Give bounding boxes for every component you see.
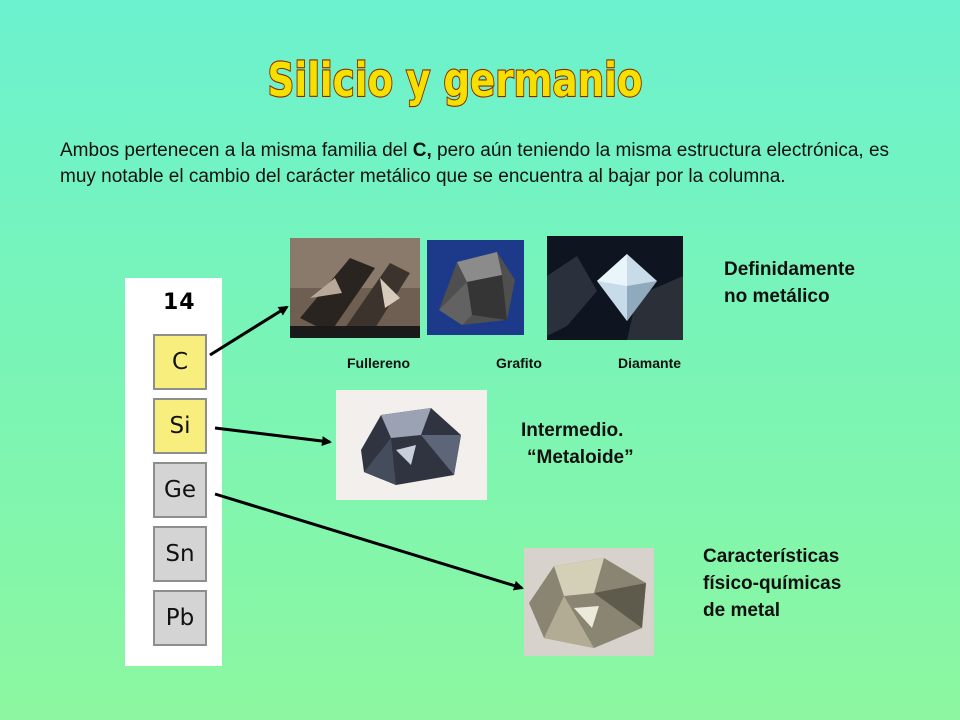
group-number: 14	[163, 290, 196, 315]
element-cell-tin: Sn	[153, 526, 207, 582]
graphite-photo	[427, 240, 524, 335]
label-metalloid-line2: “Metaloide”	[527, 447, 634, 468]
diamond-photo	[547, 236, 683, 340]
label-metal-line1: Características	[703, 546, 840, 567]
caption-diamond: Diamante	[618, 355, 682, 371]
arrow-germanium	[215, 494, 522, 588]
element-cell-silicon: Si	[153, 398, 207, 454]
caption-graphite: Grafito	[496, 355, 542, 371]
slide-title	[260, 50, 650, 110]
element-cell-lead: Pb	[153, 590, 207, 646]
germanium-photo	[524, 548, 654, 656]
intro-text-1: Ambos pertenecen a la misma familia del	[60, 140, 413, 161]
intro-bold-carbon: C,	[412, 140, 432, 161]
caption-fullerene: Fullereno	[347, 355, 411, 371]
label-metalloid	[521, 417, 634, 471]
intro-paragraph	[60, 138, 920, 190]
label-nonmetal-line2: no metálico	[724, 286, 830, 307]
intro-text-2: pero aún teniendo la misma estructura electrónica, es muy notable el cambio del carácter metálico que se encuentra al bajar por la columna.	[60, 140, 890, 187]
arrow-silicon	[215, 428, 330, 442]
slide-title-text: Silicio y germanio	[267, 53, 643, 107]
periodic-table-column	[125, 278, 222, 666]
label-nonmetal	[724, 256, 855, 310]
label-nonmetal-line1: Definidamente	[724, 259, 855, 280]
label-metalloid-line1: Intermedio.	[521, 420, 624, 441]
fullerene-photo	[290, 238, 420, 338]
element-cell-germanium: Ge	[153, 462, 207, 518]
label-metal-line3: de metal	[703, 600, 781, 621]
label-metal	[703, 543, 841, 624]
silicon-photo	[336, 390, 487, 500]
label-metal-line2: físico-químicas	[703, 573, 842, 594]
element-cell-carbon: C	[153, 334, 207, 390]
